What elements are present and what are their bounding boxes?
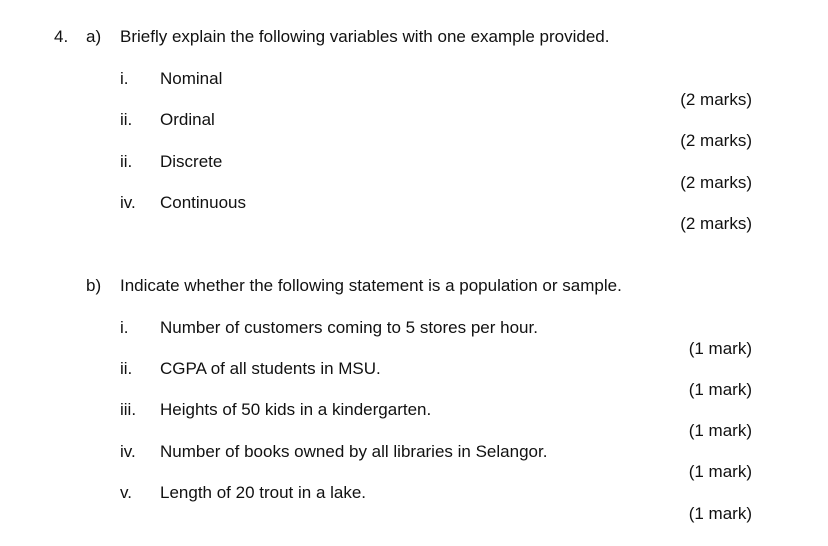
item-numeral: ii. [120,152,133,171]
part-b-prompt: Indicate whether the following statement is a population or sample. [120,276,622,295]
item-marks: (2 marks) [680,214,752,233]
item-text: CGPA of all students in MSU. [160,359,381,378]
item-numeral: i. [120,318,129,337]
item-text: Continuous [160,193,247,212]
item-text: Ordinal [160,110,215,129]
item-numeral: v. [120,483,132,502]
item-text: Heights of 50 kids in a kindergarten. [160,400,432,419]
item-marks: (1 mark) [688,339,752,358]
item-numeral: ii. [120,359,133,378]
item-text: Number of books owned by all libraries in Selangor. [160,442,548,461]
item-text: Length of 20 trout in a lake. [160,483,367,502]
question-number: 4. [54,27,69,46]
item-numeral: iii. [120,400,137,419]
item-marks: (2 marks) [680,131,752,150]
item-marks: (2 marks) [680,90,752,109]
item-text: Discrete [160,152,223,171]
part-b-label: b) [86,276,102,295]
item-numeral: iv. [120,193,136,212]
item-marks: (1 mark) [688,421,752,440]
part-a-prompt: Briefly explain the following variables with one example provided. [120,27,610,46]
item-text: Nominal [160,69,223,88]
part-a-label: a) [86,27,102,46]
item-marks: (1 mark) [688,380,752,399]
item-text: Number of customers coming to 5 stores per hour. [160,318,538,337]
item-numeral: i. [120,69,129,88]
item-numeral: ii. [120,110,133,129]
item-numeral: iv. [120,442,136,461]
item-marks: (1 mark) [688,504,752,523]
item-marks: (2 marks) [680,173,752,192]
item-marks: (1 mark) [688,462,752,481]
